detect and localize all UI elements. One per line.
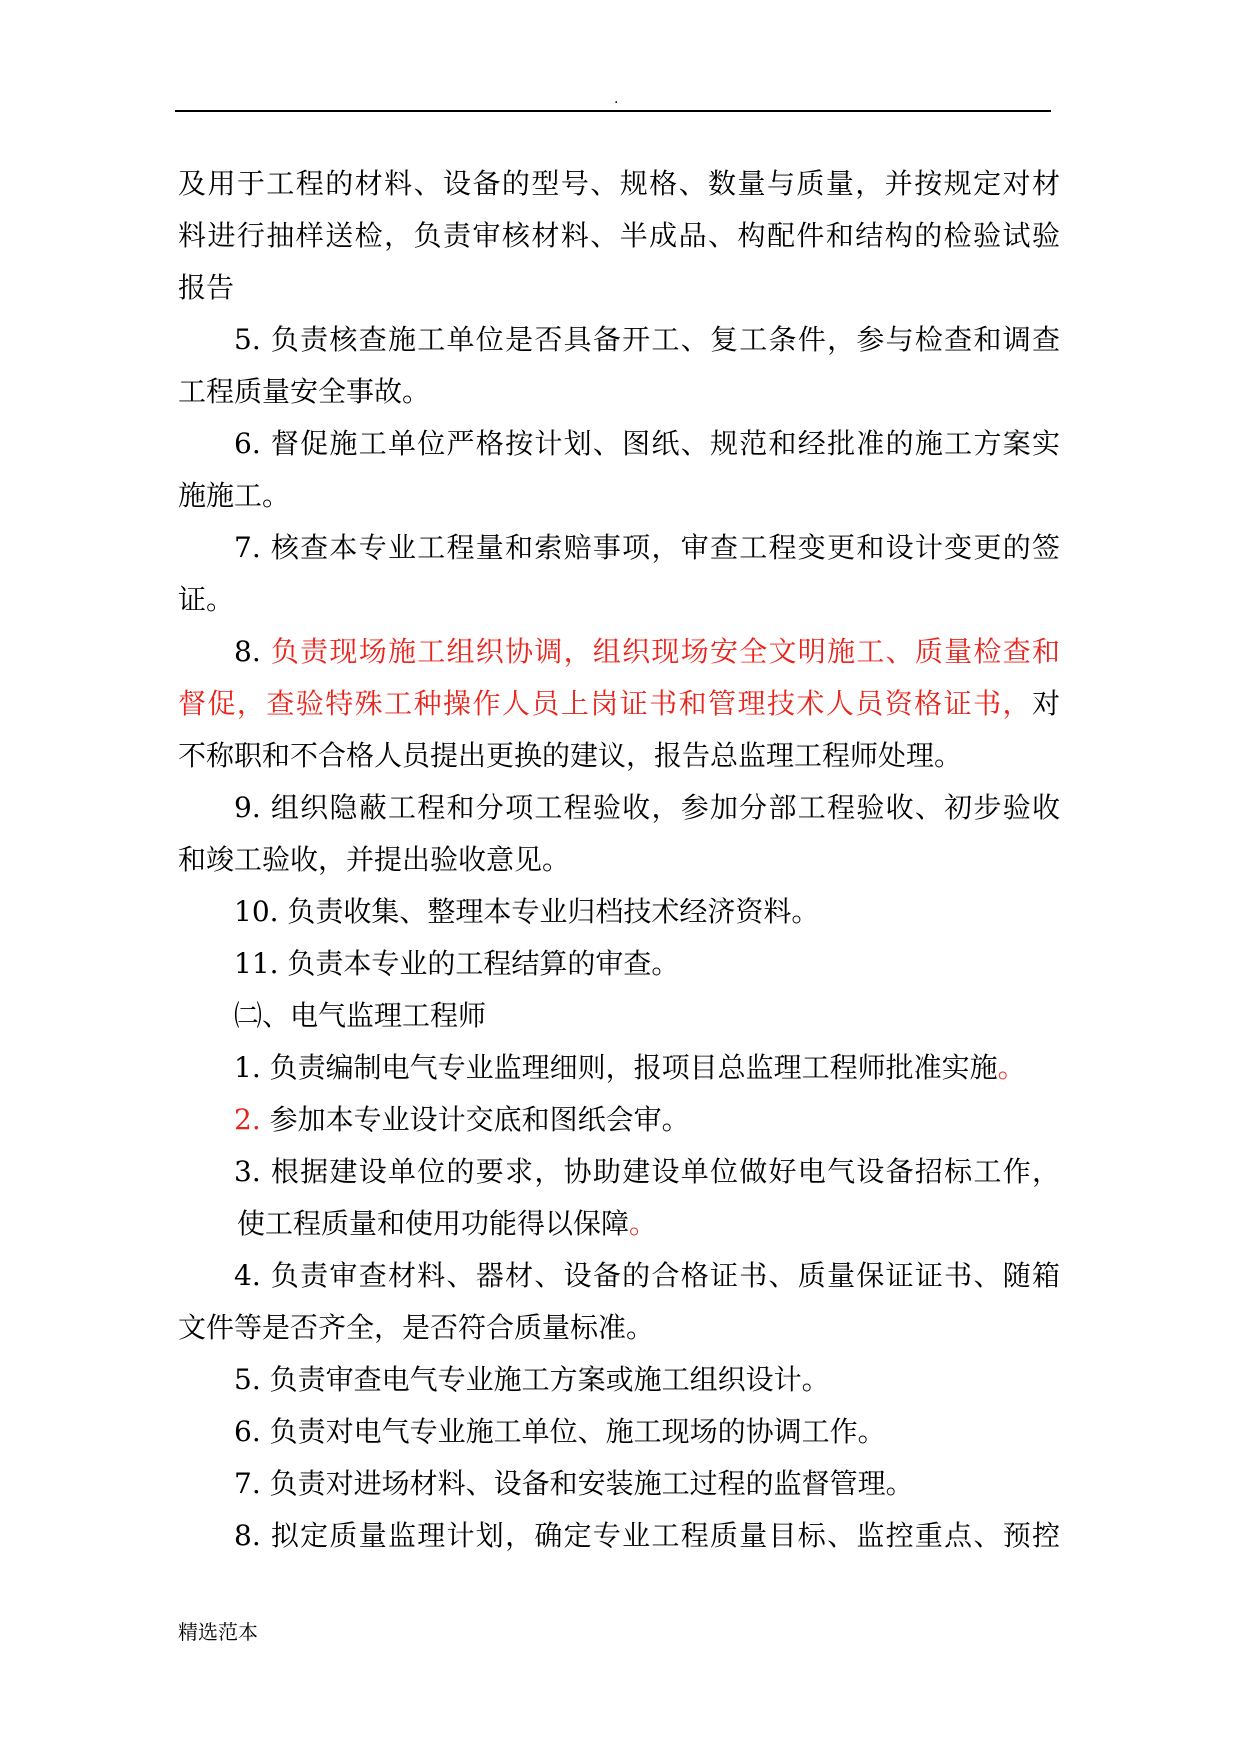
highlighted-text: 督促，查验特殊工种操作人员上岗证书和管理技术人员资格证书， <box>178 687 1032 720</box>
header-rule <box>175 110 1051 112</box>
list-item-3: 3. 根据建设单位的要求，协助建设单位做好电气设备招标工作， <box>234 1155 1060 1188</box>
text-line: 督促，查验特殊工种操作人员上岗证书和管理技术人员资格证书，对 <box>178 687 1060 720</box>
list-item-8: 8. 负责现场施工组织协调，组织现场安全文明施工、质量检查和 <box>234 635 1060 668</box>
list-item-8: 8. 拟定质量监理计划，确定专业工程质量目标、监控重点、预控 <box>234 1519 1060 1552</box>
text-line: 工程质量安全事故。 <box>178 375 431 408</box>
section-heading: ㈡、电气监理工程师 <box>234 999 487 1032</box>
document-body <box>178 158 1060 1562</box>
highlighted-text: 。 <box>997 1051 1026 1084</box>
list-item-5: 5. 负责审查电气专业施工方案或施工组织设计。 <box>234 1363 830 1396</box>
footer-text: 精选范本 <box>178 1620 258 1644</box>
header-mark: . <box>614 91 619 107</box>
text-line: 证。 <box>178 583 235 616</box>
list-item-6: 6. 负责对电气专业施工单位、施工现场的协调工作。 <box>234 1415 886 1448</box>
text-line: 施施工。 <box>178 479 291 512</box>
highlighted-text: 负责现场施工组织协调，组织现场安全文明施工、质量检查和 <box>270 635 1060 668</box>
list-item-4: 4. 负责审查材料、器材、设备的合格证书、质量保证证书、随箱 <box>234 1259 1060 1292</box>
text-line: 及用于工程的材料、设备的型号、规格、数量与质量，并按规定对材 <box>178 167 1060 200</box>
text-line: 不称职和不合格人员提出更换的建议，报告总监理工程师处理。 <box>178 739 963 772</box>
list-item-6: 6. 督促施工单位严格按计划、图纸、规范和经批准的施工方案实 <box>234 427 1060 460</box>
text-line: 文件等是否齐全，是否符合质量标准。 <box>178 1311 655 1344</box>
list-item-7: 7. 负责对进场材料、设备和安装施工过程的监督管理。 <box>234 1467 914 1500</box>
text-line: 和竣工验收，并提出验收意见。 <box>178 843 571 876</box>
list-item-11: 11. 负责本专业的工程结算的审查。 <box>234 947 680 980</box>
list-item-7: 7. 核查本专业工程量和索赔事项，审查工程变更和设计变更的签 <box>234 531 1060 564</box>
list-item-9: 9. 组织隐蔽工程和分项工程验收，参加分部工程验收、初步验收 <box>234 791 1060 824</box>
list-item-2: 2. 参加本专业设计交底和图纸会审。 <box>234 1103 690 1136</box>
text-line: 使工程质量和使用功能得以保障。 <box>237 1207 658 1240</box>
highlighted-text: 2. <box>234 1103 270 1136</box>
highlighted-text: 。 <box>629 1207 658 1240</box>
list-item-10: 10. 负责收集、整理本专业归档技术经济资料。 <box>234 895 820 928</box>
text-line: 报告 <box>178 271 235 304</box>
text-line: 料进行抽样送检，负责审核材料、半成品、构配件和结构的检验试验 <box>178 219 1060 252</box>
list-item-5: 5. 负责核查施工单位是否具备开工、复工条件，参与检查和调查 <box>234 323 1060 356</box>
list-item-1: 1. 负责编制电气专业监理细则，报项目总监理工程师批准实施。 <box>234 1051 1026 1084</box>
